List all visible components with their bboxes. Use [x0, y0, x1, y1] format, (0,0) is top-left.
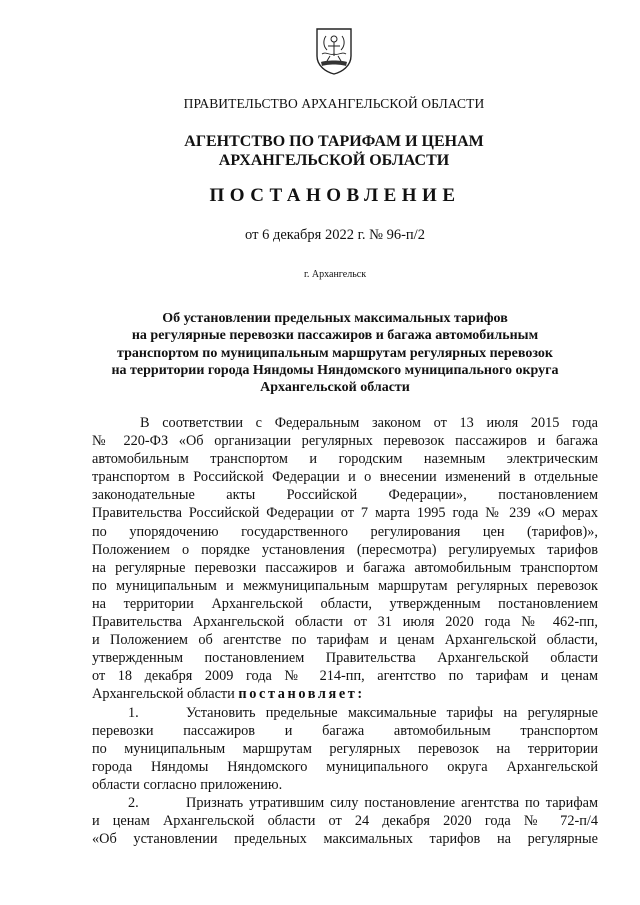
title-line: Об установлении предельных максимальных тарифов — [162, 311, 508, 326]
body-line: автомобильным транспортом и городским наземным электрическим — [92, 451, 598, 468]
body-line: Положением о порядке установления (пересмотра) регулируемых тарифов — [92, 541, 598, 558]
body-line: законодательные акты Российской Федерации», постановлением — [92, 487, 598, 504]
agency-name-line: АГЕНТСТВО ПО ТАРИФАМ И ЦЕНАМ — [184, 133, 484, 150]
item-2-text: Признать утратившим силу постановление агентства по тарифам — [186, 794, 598, 811]
item-1-line: перевозки пассажиров и багажа автомобильным транспортом — [92, 722, 598, 739]
item-2-number: 2. — [128, 794, 139, 811]
resolve-prefix: Архангельской области — [92, 686, 235, 703]
body-line: утвержденным постановлением Правительства Архангельской области — [92, 650, 598, 667]
body-line: на регулярные перевозки пассажиров и багажа автомобильным транспортом — [92, 559, 598, 576]
item-1-line: области согласно приложению. — [92, 776, 283, 793]
government-name: ПРАВИТЕЛЬСТВО АРХАНГЕЛЬСКОЙ ОБЛАСТИ — [183, 96, 485, 111]
item-2-line: и ценам Архангельской области от 24 декабря 2020 года № 72-п/4 — [92, 813, 598, 830]
body-line: № 220-ФЗ «Об организации регулярных перевозок пассажиров и багажа — [92, 433, 598, 450]
body-line: Правительства Российской Федерации от 7 марта 1995 года № 239 «О мерах — [92, 505, 598, 522]
resolve-word: постановляет: — [238, 686, 365, 703]
item-2-line: «Об установлении предельных максимальных тарифов на регулярные — [92, 831, 598, 848]
body-line: от 18 декабря 2009 года № 214-пп, агентство по тарифам и ценам — [92, 668, 598, 685]
title-line: на территории города Няндомы Няндомского муниципального округа — [111, 362, 559, 378]
item-1-first-line — [92, 704, 598, 722]
document-title — [0, 310, 640, 396]
resolve-line — [92, 685, 598, 703]
title-line: транспортом по муниципальным маршрутам регулярных перевозок — [117, 345, 553, 361]
item-2-first-line — [92, 794, 598, 812]
body-line: по муниципальным и межмуниципальным маршрутам регулярных перевозок — [92, 577, 598, 594]
body-line: и Положением об агентстве по тарифам и ценам Архангельской области, — [92, 632, 598, 649]
document-body — [92, 414, 598, 848]
item-1-line: города Няндомы Няндомского муниципального округа Архангельской — [92, 758, 598, 775]
body-line: на территории Архангельской области, утвержденным постановлением — [92, 595, 598, 612]
document-city: г. Архангельск — [303, 269, 367, 280]
body-line: по упорядочению государственного регулирования цен (тарифов)», — [92, 523, 598, 540]
item-1-text: Установить предельные максимальные тарифы на регулярные — [186, 704, 598, 721]
agency-name-line: АРХАНГЕЛЬСКОЙ ОБЛАСТИ — [218, 152, 450, 169]
agency-name — [0, 132, 640, 170]
body-line: транспортом в Российской Федерации и о внесении изменений в отдельные — [92, 469, 598, 486]
item-1-number: 1. — [128, 704, 139, 721]
document-date-number: от 6 декабря 2022 г. № 96-п/2 — [245, 227, 425, 243]
document-type: ПОСТАНОВЛЕНИЕ — [209, 185, 461, 206]
body-line: В соответствии с Федеральным законом от 13 июля 2015 года — [140, 415, 598, 431]
coat-of-arms-icon — [314, 26, 354, 76]
title-line: Архангельской области — [260, 380, 410, 396]
item-1-line: по муниципальным маршрутам регулярных перевозок на территории — [92, 740, 598, 757]
title-line: на регулярные перевозки пассажиров и багажа автомобильным — [131, 328, 539, 344]
body-line: Правительства Архангельской области от 31 июля 2020 года № 462-пп, — [92, 614, 598, 631]
